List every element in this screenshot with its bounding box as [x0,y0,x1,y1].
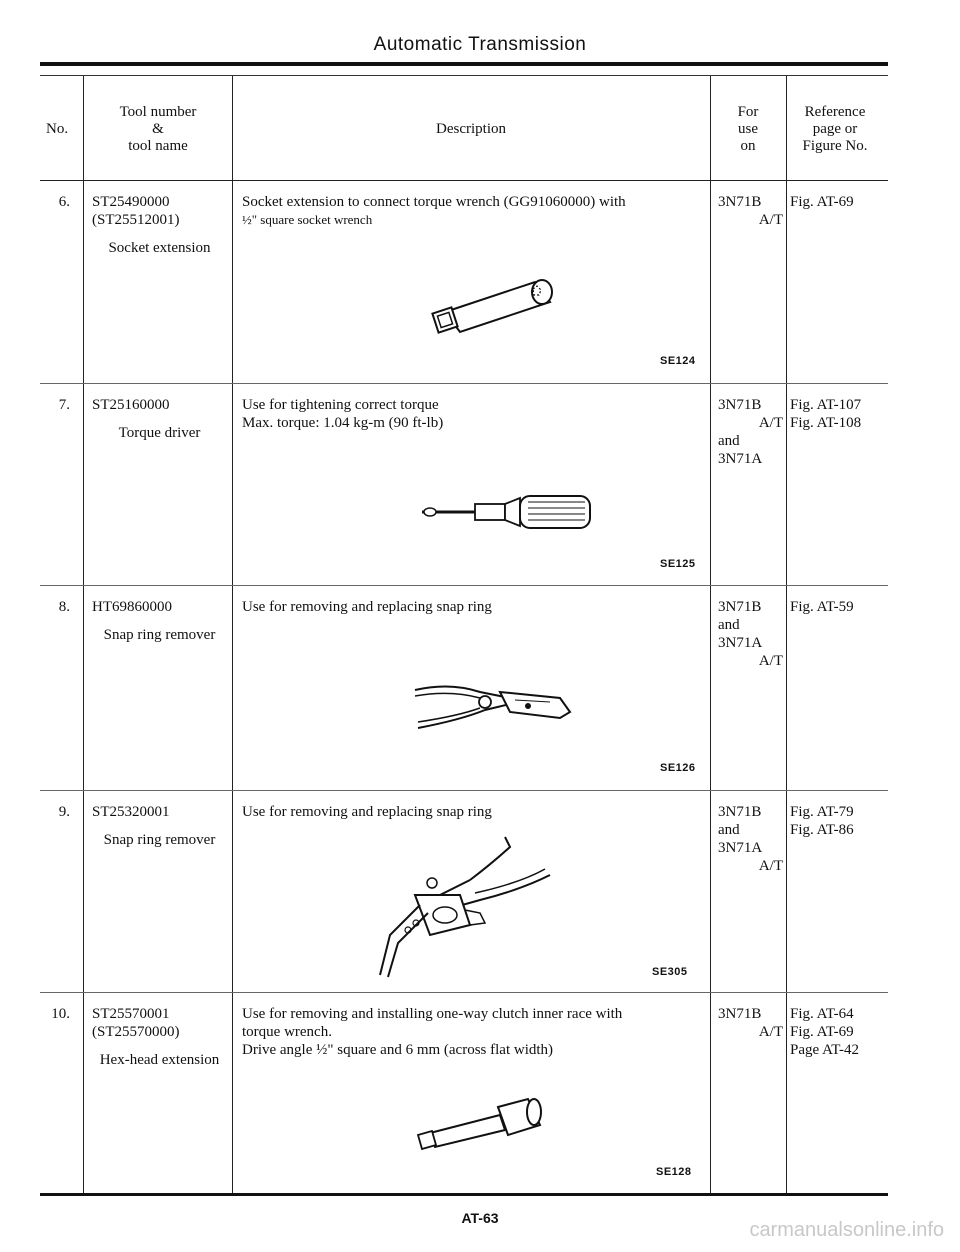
header-for-use [712,104,784,155]
for-use-cell [718,598,783,670]
tool-name: Snap ring remover [103,832,216,848]
row-divider [40,180,888,181]
snap-ring-pliers-illustration [410,680,580,740]
description-line: Max. torque: 1.04 kg-m (90 ft-lb) [242,415,444,431]
tool-number: ST25320001 [92,804,170,820]
tool-cell [92,803,227,849]
header-for-line: use [738,121,758,137]
row-number: 10. [51,1006,70,1022]
tool-name: Snap ring remover [103,627,216,643]
reference-cell [790,193,885,211]
for-use-line: and [718,617,740,633]
for-use-line: 3N71B [718,397,762,413]
header-for-line: on [740,138,756,154]
socket-extension-illustration [425,272,575,342]
for-use-line: 3N71A [718,840,763,856]
for-use-line: 3N71B [718,599,762,615]
for-use-cell [718,803,783,875]
row-number: 9. [58,804,70,820]
tool-cell [92,598,227,644]
reference-line: Page AT-42 [790,1042,860,1058]
figure-code: SE126 [660,762,696,774]
description-cell [242,193,702,229]
reference-cell [790,803,885,839]
row-number: 7. [58,397,70,413]
row-divider [40,992,888,993]
description-cell [242,1005,702,1059]
description-cell [242,803,702,821]
header-tool-line: tool name [128,138,188,154]
tool-number: ST25160000 [92,397,170,413]
bottom-rule [40,1193,888,1196]
for-use-line: A/T [758,653,783,669]
tool-name: Torque driver [118,425,201,441]
torque-driver-illustration [420,490,600,530]
description-line: torque wrench. [242,1024,332,1040]
column-divider [83,76,84,1193]
for-use-line: 3N71B [718,804,762,820]
reference-line: Fig. AT-107 [790,397,862,413]
row-number: 8. [58,599,70,615]
reference-line: Fig. AT-79 [790,804,854,820]
snap-ring-remover-illustration [370,835,570,980]
tool-cell [92,396,227,442]
reference-cell [790,1005,885,1059]
reference-cell [790,598,885,616]
description-line: Drive angle ½" square and 6 mm (across flat width) [242,1042,554,1058]
tool-name: Hex-head extension [99,1052,220,1068]
for-use-line: 3N71B [718,194,762,210]
tool-number: (ST25512001) [92,212,180,228]
description-line: Use for removing and replacing snap ring [242,599,492,615]
header-no: No. [46,121,69,137]
for-use-line: 3N71A [718,635,763,651]
description-line: Use for removing and installing one-way clutch inner race with [242,1006,623,1022]
for-use-line: and [718,433,740,449]
column-divider [786,76,787,1193]
header-tool-line: & [152,121,164,137]
watermark: carmanualsonline.info [749,1219,944,1241]
tool-number: ST25490000 [92,194,170,210]
header-tool-line: Tool number [119,104,197,120]
figure-code: SE128 [656,1166,692,1178]
header-description: Description [436,121,506,137]
tool-name: Socket extension [108,240,211,256]
header-reference [788,104,882,155]
for-use-line: and [718,822,740,838]
reference-line: Fig. AT-59 [790,599,854,615]
column-divider [232,76,233,1193]
header-ref-line: page or [812,121,858,137]
for-use-cell [718,1005,783,1041]
row-divider [40,585,888,586]
page-number: AT-63 [461,1210,499,1226]
header-ref-line: Reference [804,104,866,120]
column-divider [710,76,711,1193]
for-use-line: A/T [758,858,783,874]
for-use-cell [718,193,783,229]
row-number: 6. [58,194,70,210]
description-line: ½" square socket wrench [242,212,373,227]
tool-number: ST25570001 [92,1006,170,1022]
row-divider [40,383,888,384]
for-use-line: 3N71B [718,1006,762,1022]
tool-cell [92,1005,227,1069]
description-cell [242,598,702,616]
tool-cell [92,193,227,257]
description-line: Socket extension to connect torque wrench (GG91060000) with [242,194,626,210]
figure-code: SE125 [660,558,696,570]
tool-number: (ST25570000) [92,1024,180,1040]
reference-cell [790,396,885,432]
reference-line: Fig. AT-86 [790,822,854,838]
hex-head-extension-illustration [410,1095,560,1155]
top-rule [40,62,888,66]
reference-line: Fig. AT-64 [790,1006,854,1022]
for-use-line: A/T [758,212,783,228]
reference-line: Fig. AT-69 [790,1024,854,1040]
header-rule [40,75,888,76]
header-ref-line: Figure No. [802,138,868,154]
page-title: Automatic Transmission [373,34,587,55]
description-line: Use for removing and replacing snap ring [242,804,492,820]
header-for-line: For [737,104,759,120]
figure-code: SE305 [652,966,688,978]
for-use-line: A/T [758,415,783,431]
figure-code: SE124 [660,355,696,367]
for-use-line: 3N71A [718,451,763,467]
description-line: Use for tightening correct torque [242,397,439,413]
header-tool [86,104,230,155]
reference-line: Fig. AT-108 [790,415,862,431]
for-use-cell [718,396,783,468]
description-cell [242,396,702,432]
tool-number: HT69860000 [92,599,172,615]
for-use-line: A/T [758,1024,783,1040]
row-divider [40,790,888,791]
reference-line: Fig. AT-69 [790,194,854,210]
